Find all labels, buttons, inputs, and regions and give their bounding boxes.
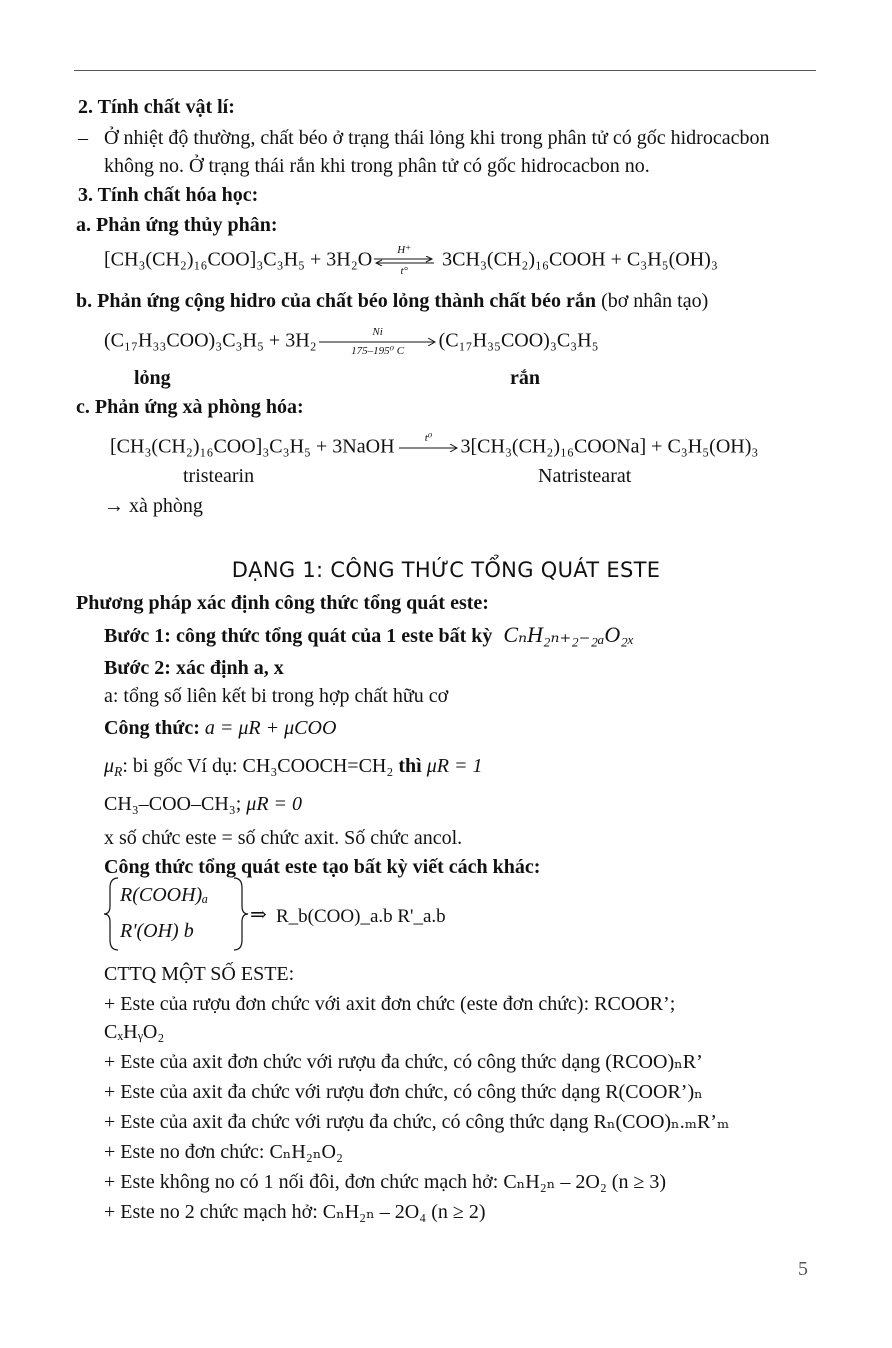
formula-label: Công thức: [104, 717, 200, 739]
hydrolysis-title: a. Phản ứng thủy phân: [76, 214, 278, 236]
list-item: + Este của axit đơn chức với rượu đa chức, có công thức dạng (RCOO)ₙR’ [104, 1051, 703, 1073]
dash: – [78, 127, 88, 149]
list-item: CₓHᵧO₂ [104, 1021, 165, 1043]
a-definition: a: tổng số liên kết bi trong hợp chất hữu cơ [104, 685, 449, 707]
mu-r-eq-1: μR = 1 [426, 755, 483, 777]
saponification-equation [110, 433, 758, 463]
arrow-condition: t⁰ [424, 432, 433, 444]
list-item: + Este no 2 chức mạch hở: CₙH₂ₙ – 2O₄ (n ≥ 2) [104, 1201, 486, 1223]
saponification-title: c. Phản ứng xà phòng hóa: [76, 396, 304, 418]
arrow-condition: t° [400, 265, 408, 277]
mu-r-thi: thì [398, 755, 422, 777]
page-number: 5 [798, 1258, 808, 1280]
list-item: + Este của rượu đơn chức với axit đơn chức (este đơn chức): RCOOR’; [104, 993, 676, 1015]
arrow-catalyst: Ni [372, 326, 383, 338]
hydrogenation-title: b. Phản ứng cộng hidro của chất béo lỏng thành chất béo rắn [76, 290, 597, 312]
hydrogenation-equation [104, 327, 599, 357]
header-rule [74, 70, 816, 71]
mu-r-line: $\mu_R$: bi gốc Ví dụ: CH₃COOCH=CH₂ thì μR = 1 [104, 755, 483, 779]
implies-icon: ⇒ [250, 904, 267, 926]
brace-bottom: R'(OH) b [120, 920, 194, 942]
label-natristearat: Natristearat [538, 465, 632, 487]
section-heading: DẠNG 1: CÔNG THỨC TỔNG QUÁT ESTE [231, 558, 661, 582]
soap-result: → xà phòng [104, 495, 203, 517]
label-solid: rắn [510, 367, 540, 389]
list-item: + Este của axit đa chức với rượu đa chức, có công thức dạng Rₙ(COO)ₙ.ₘR’ₘ [104, 1111, 730, 1133]
saponification-products: 3[CH₃(CH₂)₁₆COONa] + C₃H₅(OH)₃ [460, 435, 759, 458]
equilibrium-arrow [374, 245, 434, 277]
hydrolysis-reactants: [CH₃(CH₂)₁₆COO]₃C₃H₅ + 3H₂O [104, 248, 373, 271]
x-definition: x số chức este = số chức axit. Số chức ancol. [104, 827, 463, 849]
saponification-reactants: [CH₃(CH₂)₁₆COO]₃C₃H₅ + 3NaOH [110, 435, 395, 458]
list-item: + Este của axit đa chức với rượu đơn chức, có công thức dạng R(COOR’)ₙ [104, 1081, 703, 1103]
ch3-formula: CH₃–COO–CH₃; [104, 793, 242, 815]
brace-top: R(COOH)ₐ [120, 884, 209, 906]
right-brace-icon [228, 876, 248, 952]
hydrogenation-title-line [76, 290, 708, 313]
physical-property-line-2: không no. Ở trạng thái rắn khi trong phân tử có gốc hidrocacbon no. [104, 155, 650, 177]
hydrolysis-equation [104, 245, 718, 277]
mu-r-eq-0: μR = 0 [246, 793, 303, 815]
list-item: + Este không no có 1 nối đôi, đơn chức mạch hở: CₙH₂ₙ – 2O₂ (n ≥ 3) [104, 1171, 667, 1193]
list-item: + Este no đơn chức: CₙH₂ₙO₂ [104, 1141, 343, 1163]
hydrogenation-title-tail: (bơ nhân tạo) [601, 290, 709, 312]
cttq-title: CTTQ MỘT SỐ ESTE: [104, 963, 295, 985]
example-ch3 [104, 793, 302, 816]
step-1-text: Bước 1: công thức tổng quát của 1 este bất kỳ [104, 625, 493, 647]
step-1 [104, 622, 634, 648]
label-tristearin: tristearin [183, 465, 255, 487]
label-liquid: lỏng [134, 367, 171, 389]
step-1-formula: CₙH₂ₙ₊₂₋₂ₐO₂ₓ [503, 622, 635, 647]
method-title: Phương pháp xác định công thức tổng quát este: [76, 592, 489, 614]
general-alt-title: Công thức tổng quát este tạo bất kỳ viết cách khác: [104, 856, 541, 878]
section-3-title: 3. Tính chất hóa học: [78, 184, 259, 206]
mu-r-label: : bi gốc Ví dụ: CH₃COOCH=CH₂ [122, 755, 394, 777]
arrow-condition: 175–195⁰ C [351, 345, 405, 357]
arrow-catalyst: H⁺ [397, 244, 412, 256]
hydrolysis-products: 3CH₃(CH₂)₁₆COOH + C₃H₅(OH)₃ [442, 248, 718, 271]
brace-result: R_b(COO)_a.b R'_a.b [276, 906, 446, 927]
reaction-arrow [399, 433, 459, 463]
physical-property-line-1: Ở nhiệt độ thường, chất béo ở trạng thái lỏng khi trong phân tử có gốc hidrocacbon [104, 127, 770, 149]
general-formula-brace [104, 876, 464, 952]
step-2: Bước 2: xác định a, x [104, 657, 284, 679]
hydrogenation-reactants: (C₁₇H₃₃COO)₃C₃H₅ + 3H₂ [104, 329, 317, 352]
hydrogenation-products: (C₁₇H₃₅COO)₃C₃H₅ [438, 329, 599, 352]
reaction-arrow [319, 327, 437, 357]
right-arrow-icon [399, 444, 459, 452]
formula-expression: a = μR + μCOO [204, 717, 337, 739]
formula-line [104, 717, 336, 740]
section-2-title: 2. Tính chất vật lí: [78, 96, 235, 118]
